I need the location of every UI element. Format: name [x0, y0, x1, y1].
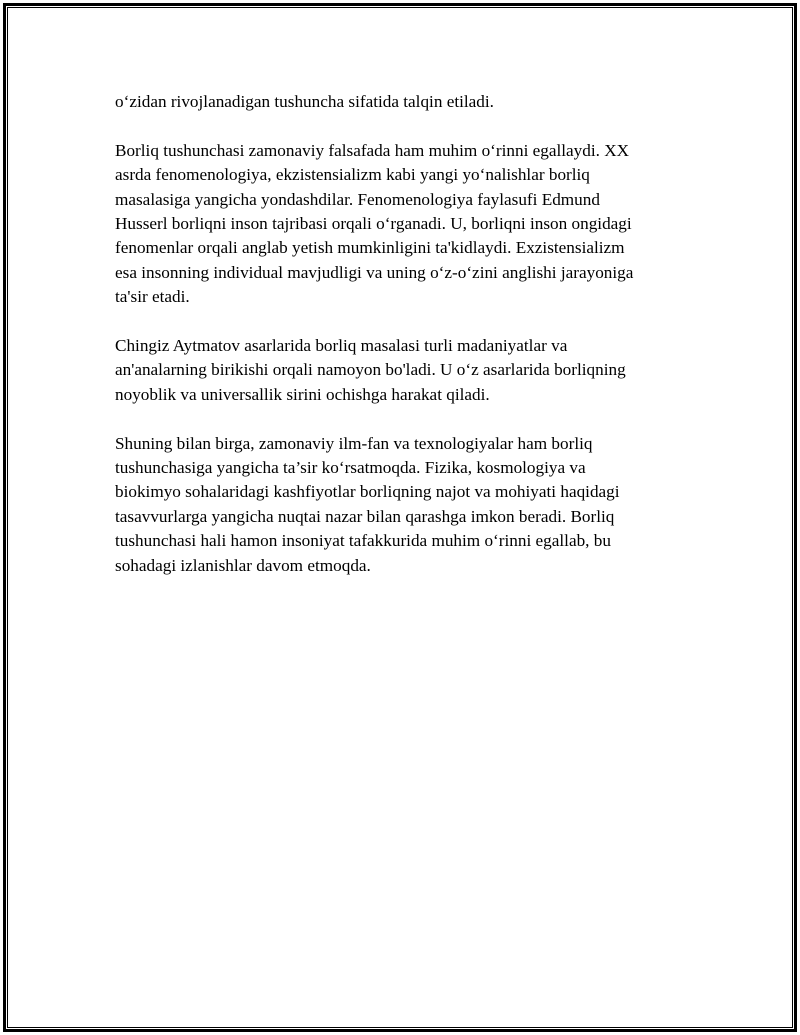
text-line: tushunchasi hali hamon insoniyat tafakkurida muhim o‘rinni egallab, bu — [115, 531, 611, 551]
text-line: fenomenlar orqali anglab yetish mumkinligini ta'kidlaydi. Exzistensializm — [115, 238, 625, 258]
text-line: an'analarning birikishi orqali namoyon bo'ladi. U o‘z asarlarida borliqning — [115, 360, 626, 380]
text-line: o‘zidan rivojlanadigan tushuncha sifatida talqin etiladi. — [115, 92, 494, 111]
text-line: tushunchasiga yangicha ta’sir ko‘rsatmoqda. Fizika, kosmologiya va — [115, 458, 586, 478]
text-line: asrda fenomenologiya, ekzistensializm kabi yangi yo‘nalishlar borliq — [115, 165, 590, 185]
text-line: Borliq tushunchasi zamonaviy falsafada ham muhim o‘rinni egallaydi. XX — [115, 140, 630, 160]
text-line: noyoblik va universallik sirini ochishga harakat qiladi. — [115, 384, 490, 404]
text-line: esa insonning individual mavjudligi va uning o‘z-o‘zini anglishi jarayoniga — [115, 262, 634, 282]
paragraph-1 — [115, 90, 690, 114]
document-body — [115, 90, 690, 602]
text-line: Chingiz Aytmatov asarlarida borliq masalasi turli madaniyatlar va — [115, 336, 568, 356]
paragraph-4 — [115, 432, 690, 578]
text-line: Shuning bilan birga, zamonaviy ilm-fan va texnologiyalar ham borliq — [115, 433, 593, 453]
text-line: sohadagi izlanishlar davom etmoqda. — [115, 555, 371, 575]
paragraph-2 — [115, 139, 690, 310]
text-line: tasavvurlarga yangicha nuqtai nazar bilan qarashga imkon beradi. Borliq — [115, 506, 615, 526]
paragraph-3 — [115, 334, 690, 407]
text-line: ta'sir etadi. — [115, 287, 190, 307]
text-line: biokimyo sohalaridagi kashfiyotlar borliqning najot va mohiyati haqidagi — [115, 482, 620, 502]
text-line: Husserl borliqni inson tajribasi orqali o‘rganadi. U, borliqni inson ongidagi — [115, 214, 632, 234]
text-line: masalasiga yangicha yondashdilar. Fenomenologiya faylasufi Edmund — [115, 189, 600, 209]
